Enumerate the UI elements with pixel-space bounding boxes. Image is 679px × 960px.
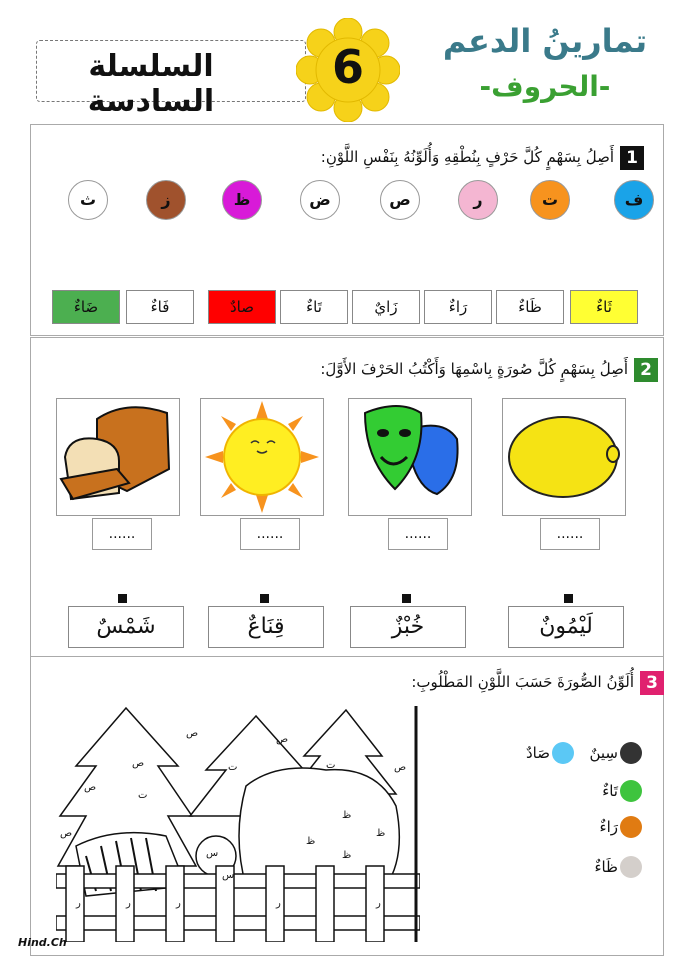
name-box[interactable]: صادٌ bbox=[208, 290, 276, 324]
name-box[interactable]: زَايٌ bbox=[352, 290, 420, 324]
scene-letter: ص bbox=[276, 734, 289, 745]
scene-letter: ص bbox=[60, 828, 73, 839]
letter-circle[interactable]: ض bbox=[300, 180, 340, 220]
main-title: تمارينُ الدعم bbox=[442, 22, 648, 60]
scene-letter: ر bbox=[76, 898, 81, 909]
lemon-picture[interactable] bbox=[502, 398, 626, 516]
first-letter-blank-4[interactable]: ...... bbox=[92, 518, 152, 550]
exercise-1-badge: 1 bbox=[620, 146, 644, 170]
exercise-2-instruction: أَصِلُ بِسَهْمٍ كُلَّ صُورَةٍ بِاسْمِهَا وَأَكْتُبُ الحَرْفَ الأَوَّلَ: bbox=[320, 360, 628, 378]
scene-letter: ص bbox=[132, 758, 145, 769]
legend-dot-seen bbox=[620, 742, 642, 764]
legend-dot-zaa bbox=[620, 856, 642, 878]
letter-circle[interactable]: ث bbox=[68, 180, 108, 220]
letter-circle[interactable]: ظ bbox=[222, 180, 262, 220]
masks-picture[interactable] bbox=[348, 398, 472, 516]
letter-circle[interactable]: ر bbox=[458, 180, 498, 220]
scene-letter: ظ bbox=[376, 828, 386, 839]
name-box[interactable]: ضَاءٌ bbox=[52, 290, 120, 324]
letter-circle[interactable]: ص bbox=[380, 180, 420, 220]
scene-letter: ظ bbox=[342, 810, 352, 821]
scene-letter: ص bbox=[186, 728, 199, 739]
connector-dot[interactable] bbox=[402, 594, 411, 603]
legend-dot-taa bbox=[620, 780, 642, 802]
subtitle: -الحروف- bbox=[479, 70, 611, 103]
bread-picture[interactable] bbox=[56, 398, 180, 516]
scene-letter: ص bbox=[84, 782, 97, 793]
letter-circle[interactable]: ف bbox=[614, 180, 654, 220]
scene-letter: ت bbox=[326, 760, 336, 771]
legend-dot-raa bbox=[620, 816, 642, 838]
sun-picture[interactable] bbox=[200, 398, 324, 516]
name-box[interactable]: فَاءٌ bbox=[126, 290, 194, 324]
legend-dot-sad bbox=[552, 742, 574, 764]
scene-letter: ظ bbox=[306, 836, 316, 847]
legend-label-sad: صَادٌ bbox=[526, 744, 550, 762]
exercise-1-instruction: أَصِلُ بِسَهْمٍ كُلَّ حَرْفٍ بِنُطْقِهِ وَأُلَوِّنُهُ بِنَفْسِ اللَّوْنِ: bbox=[320, 148, 614, 166]
scene-letter: س bbox=[206, 848, 219, 859]
connector-dot[interactable] bbox=[260, 594, 269, 603]
first-letter-blank-1[interactable]: ...... bbox=[540, 518, 600, 550]
scene-letter: ت bbox=[138, 790, 148, 801]
signature: Hind.Ch bbox=[18, 936, 67, 949]
connector-dot[interactable] bbox=[564, 594, 573, 603]
first-letter-blank-3[interactable]: ...... bbox=[240, 518, 300, 550]
word-box-4[interactable]: شَمْسٌ bbox=[68, 606, 184, 648]
series-title: السلسلة السادسة bbox=[87, 49, 215, 119]
word-box-2[interactable]: خُبْزٌ bbox=[350, 606, 466, 648]
scene-letter: ر bbox=[376, 898, 381, 909]
scene-letter: ر bbox=[276, 898, 281, 909]
legend-label-zaa: ظَاءٌ bbox=[594, 858, 618, 876]
scene-letter: ت bbox=[228, 762, 238, 773]
coloring-scene[interactable] bbox=[56, 706, 420, 942]
scene-letter: ظ bbox=[342, 850, 352, 861]
letter-circle[interactable]: ز bbox=[146, 180, 186, 220]
series-number: 6 bbox=[331, 40, 364, 94]
series-title-box bbox=[36, 40, 306, 119]
name-box[interactable]: ظَاءٌ bbox=[496, 290, 564, 324]
scene-letter: ص bbox=[394, 762, 407, 773]
connector-dot[interactable] bbox=[118, 594, 127, 603]
legend-label-raa: رَاءٌ bbox=[599, 818, 618, 836]
legend-label-taa: تَاءٌ bbox=[602, 782, 618, 800]
legend-label-seen: سِينٌ bbox=[589, 744, 618, 762]
exercise-2-badge: 2 bbox=[634, 358, 658, 382]
scene-letter: ر bbox=[126, 898, 131, 909]
scene-letter: س bbox=[222, 870, 235, 881]
name-box[interactable]: رَاءٌ bbox=[424, 290, 492, 324]
word-box-1[interactable]: لَيْمُونٌ bbox=[508, 606, 624, 648]
name-box[interactable]: تَاءٌ bbox=[280, 290, 348, 324]
word-box-3[interactable]: قِنَاعٌ bbox=[208, 606, 324, 648]
exercise-3-badge: 3 bbox=[640, 671, 664, 695]
name-box[interactable]: ثَاءٌ bbox=[570, 290, 638, 324]
first-letter-blank-2[interactable]: ...... bbox=[388, 518, 448, 550]
letter-circle[interactable]: ت bbox=[530, 180, 570, 220]
exercise-3-instruction: أُلَوِّنُ الصُّورَةَ حَسَبَ اللَّوْنِ المَطْلُوبِ: bbox=[411, 673, 634, 691]
scene-letter: ر bbox=[176, 898, 181, 909]
